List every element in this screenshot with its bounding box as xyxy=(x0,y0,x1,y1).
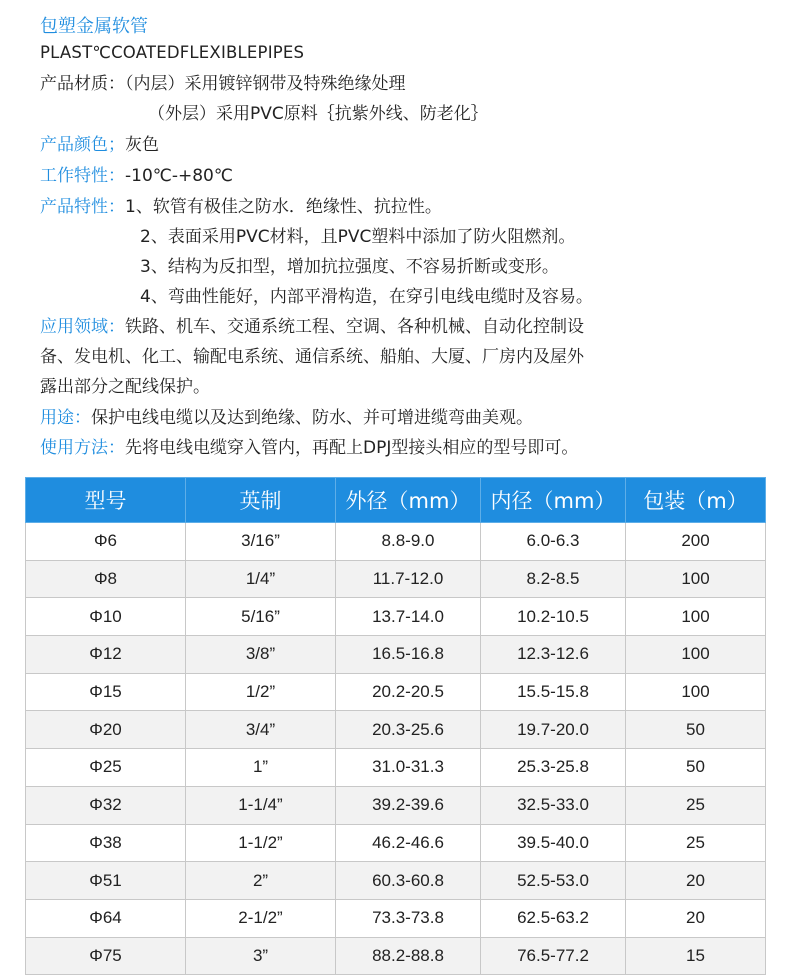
cell-imperial: 2” xyxy=(186,862,336,900)
table-row xyxy=(26,899,766,937)
features-label: 产品特性： xyxy=(40,197,125,217)
table-row xyxy=(26,937,766,975)
cell-inner-diameter: 12.3-12.6 xyxy=(481,636,626,674)
cell-model: Φ25 xyxy=(26,749,186,787)
cell-outer-diameter: 20.3-25.6 xyxy=(336,711,481,749)
spec-table xyxy=(25,477,766,975)
cell-outer-diameter: 20.2-20.5 xyxy=(336,673,481,711)
method-row xyxy=(40,437,578,459)
material-label: 产品材质： xyxy=(40,74,125,94)
product-title: 包塑金属软管 xyxy=(40,16,148,37)
header-outer-diameter: 外径（mm） xyxy=(336,478,481,523)
header-inner-diameter: 内径（mm） xyxy=(481,478,626,523)
table-row xyxy=(26,598,766,636)
usage-value: 保护电线电缆以及达到绝缘、防水、并可增进缆弯曲美观。 xyxy=(91,408,533,428)
cell-model: Φ8 xyxy=(26,560,186,598)
application-text: 铁路、机车、交通系统工程、空调、各种机械、自动化控制设 xyxy=(125,317,584,337)
cell-package: 50 xyxy=(626,711,766,749)
application-text: 备、发电机、化工、输配电系统、通信系统、船舶、大厦、厂房内及屋外 xyxy=(40,347,584,367)
cell-package: 100 xyxy=(626,673,766,711)
cell-model: Φ32 xyxy=(26,786,186,824)
cell-inner-diameter: 25.3-25.8 xyxy=(481,749,626,787)
cell-package: 25 xyxy=(626,824,766,862)
cell-package: 20 xyxy=(626,862,766,900)
color-row xyxy=(40,134,159,156)
cell-inner-diameter: 15.5-15.8 xyxy=(481,673,626,711)
feature-item: 3、结构为反扣型，增加抗拉强度、不容易折断或变形。 xyxy=(140,257,559,277)
cell-model: Φ15 xyxy=(26,673,186,711)
application-text: 露出部分之配线保护。 xyxy=(40,377,210,397)
header-imperial: 英制 xyxy=(186,478,336,523)
cell-model: Φ12 xyxy=(26,636,186,674)
cell-outer-diameter: 46.2-46.6 xyxy=(336,824,481,862)
feature-item: 1、软管有极佳之防水．绝缘性、抗拉性。 xyxy=(125,197,442,217)
cell-inner-diameter: 39.5-40.0 xyxy=(481,824,626,862)
table-header-row xyxy=(26,478,766,523)
cell-imperial: 1/2” xyxy=(186,673,336,711)
material-inner-layer: （内层）采用镀锌钢带及特殊绝缘处理 xyxy=(125,74,406,94)
cell-imperial: 3/8” xyxy=(186,636,336,674)
cell-inner-diameter: 6.0-6.3 xyxy=(481,523,626,561)
application-row xyxy=(40,316,584,338)
table-row xyxy=(26,673,766,711)
cell-inner-diameter: 62.5-63.2 xyxy=(481,899,626,937)
header-model: 型号 xyxy=(26,478,186,523)
cell-inner-diameter: 19.7-20.0 xyxy=(481,711,626,749)
cell-outer-diameter: 13.7-14.0 xyxy=(336,598,481,636)
method-value: 先将电线电缆穿入管内，再配上DPJ型接头相应的型号即可。 xyxy=(125,438,579,458)
cell-imperial: 1-1/2” xyxy=(186,824,336,862)
table-row xyxy=(26,636,766,674)
table-row xyxy=(26,862,766,900)
cell-imperial: 2-1/2” xyxy=(186,899,336,937)
features-row xyxy=(40,196,442,218)
cell-outer-diameter: 8.8-9.0 xyxy=(336,523,481,561)
working-value: -10℃-+80℃ xyxy=(125,166,233,186)
table-row xyxy=(26,523,766,561)
cell-imperial: 3/16” xyxy=(186,523,336,561)
cell-package: 100 xyxy=(626,560,766,598)
table-row xyxy=(26,824,766,862)
cell-imperial: 1/4” xyxy=(186,560,336,598)
cell-package: 25 xyxy=(626,786,766,824)
table-row xyxy=(26,711,766,749)
color-label: 产品颜色； xyxy=(40,135,125,155)
cell-outer-diameter: 16.5-16.8 xyxy=(336,636,481,674)
application-label: 应用领域： xyxy=(40,317,125,337)
cell-package: 15 xyxy=(626,937,766,975)
cell-package: 50 xyxy=(626,749,766,787)
cell-imperial: 3” xyxy=(186,937,336,975)
header-package: 包装（m） xyxy=(626,478,766,523)
cell-imperial: 1” xyxy=(186,749,336,787)
cell-model: Φ10 xyxy=(26,598,186,636)
cell-model: Φ64 xyxy=(26,899,186,937)
cell-package: 200 xyxy=(626,523,766,561)
cell-package: 100 xyxy=(626,598,766,636)
cell-package: 20 xyxy=(626,899,766,937)
cell-model: Φ75 xyxy=(26,937,186,975)
table-row xyxy=(26,786,766,824)
cell-outer-diameter: 88.2-88.8 xyxy=(336,937,481,975)
cell-inner-diameter: 10.2-10.5 xyxy=(481,598,626,636)
working-label: 工作特性： xyxy=(40,166,125,186)
cell-inner-diameter: 76.5-77.2 xyxy=(481,937,626,975)
material-outer-layer: （外层）采用PVC原料｛抗紫外线、防老化｝ xyxy=(148,104,488,124)
cell-imperial: 5/16” xyxy=(186,598,336,636)
cell-model: Φ51 xyxy=(26,862,186,900)
cell-model: Φ38 xyxy=(26,824,186,862)
feature-item: 4、弯曲性能好，内部平滑构造，在穿引电线电缆时及容易。 xyxy=(140,287,593,307)
cell-outer-diameter: 73.3-73.8 xyxy=(336,899,481,937)
cell-outer-diameter: 11.7-12.0 xyxy=(336,560,481,598)
table-row xyxy=(26,749,766,787)
cell-outer-diameter: 31.0-31.3 xyxy=(336,749,481,787)
cell-imperial: 3/4” xyxy=(186,711,336,749)
cell-model: Φ6 xyxy=(26,523,186,561)
cell-outer-diameter: 39.2-39.6 xyxy=(336,786,481,824)
cell-imperial: 1-1/4” xyxy=(186,786,336,824)
cell-inner-diameter: 32.5-33.0 xyxy=(481,786,626,824)
cell-inner-diameter: 52.5-53.0 xyxy=(481,862,626,900)
usage-label: 用途： xyxy=(40,408,91,428)
cell-outer-diameter: 60.3-60.8 xyxy=(336,862,481,900)
table-row xyxy=(26,560,766,598)
color-value: 灰色 xyxy=(125,135,159,155)
method-label: 使用方法： xyxy=(40,438,125,458)
material-row xyxy=(40,73,406,95)
usage-row xyxy=(40,407,533,429)
cell-model: Φ20 xyxy=(26,711,186,749)
feature-item: 2、表面采用PVC材料，且PVC塑料中添加了防火阻燃剂。 xyxy=(140,227,576,247)
cell-package: 100 xyxy=(626,636,766,674)
cell-inner-diameter: 8.2-8.5 xyxy=(481,560,626,598)
working-row xyxy=(40,165,233,187)
product-subtitle: PLAST℃COATEDFLEXIBLEPIPES xyxy=(40,43,305,62)
